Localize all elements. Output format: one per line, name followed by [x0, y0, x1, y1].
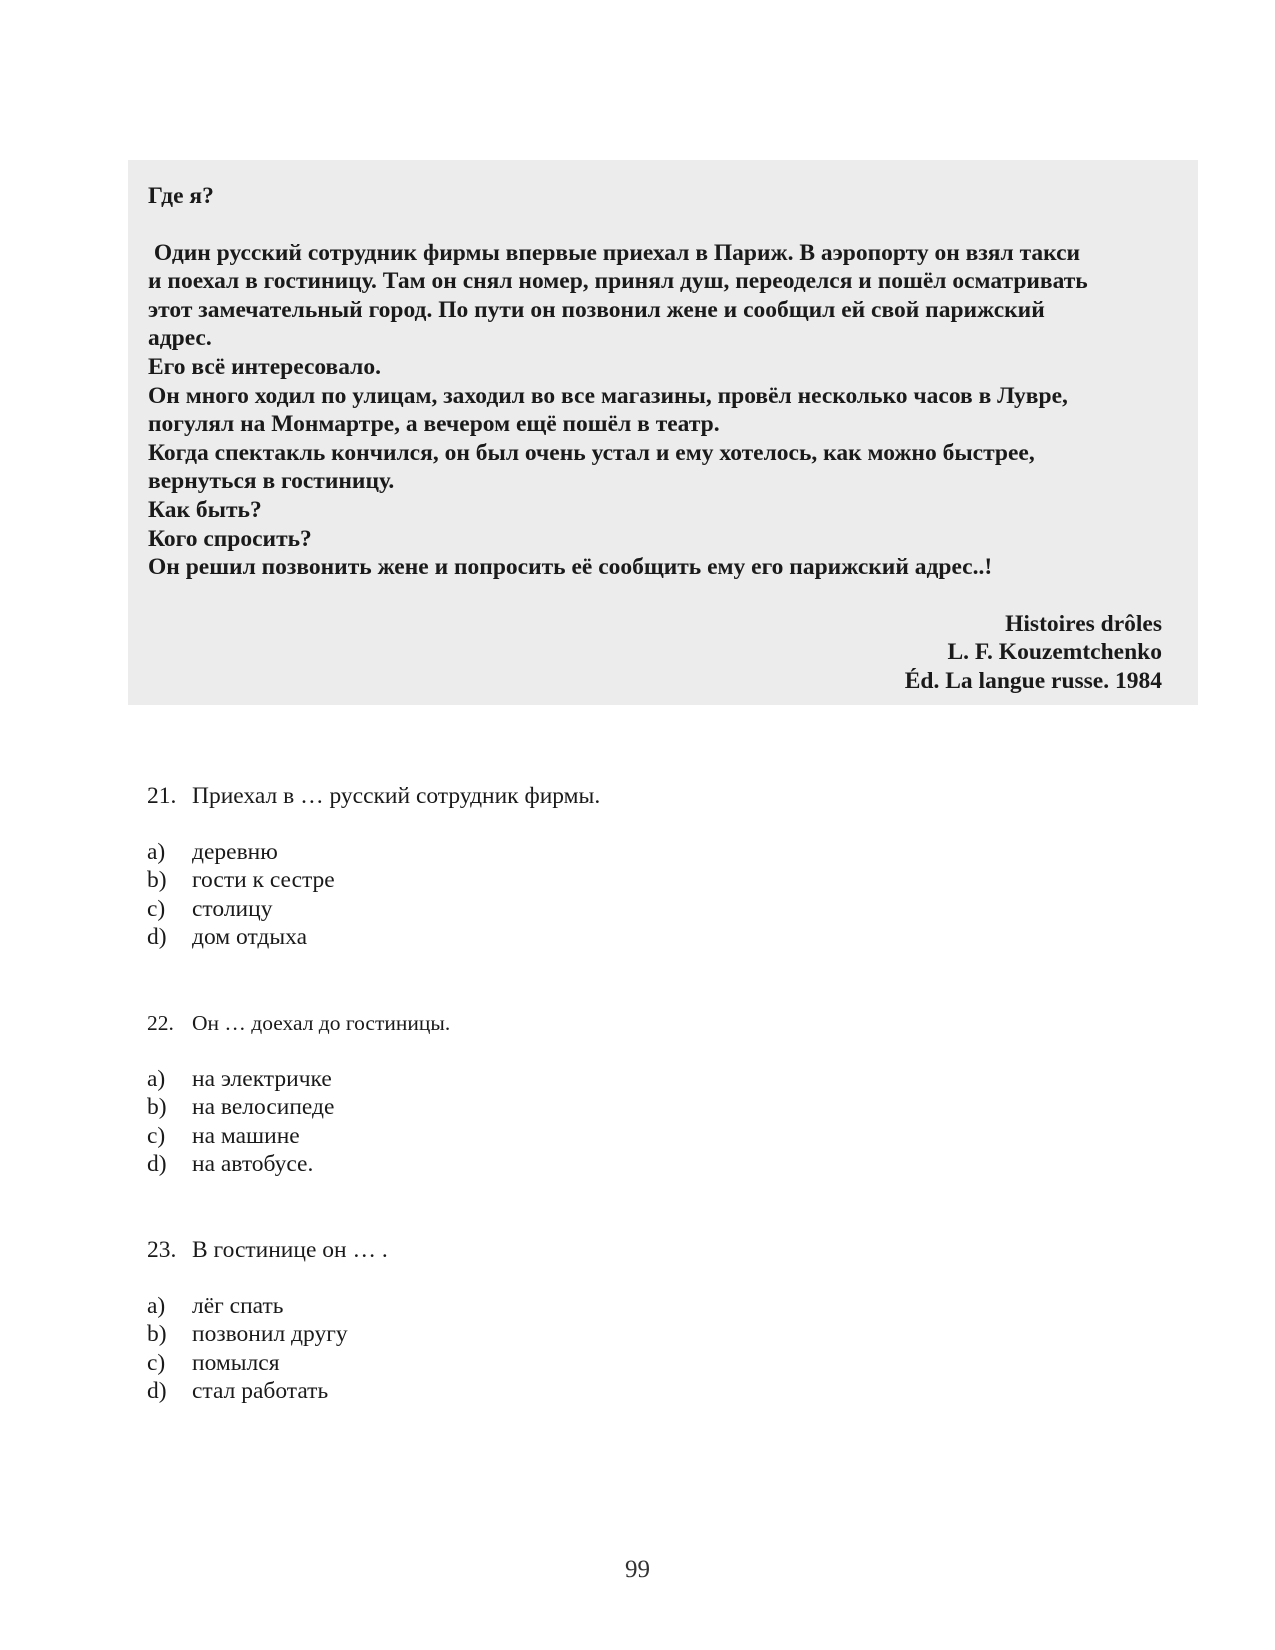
option-letter: b)	[147, 867, 167, 894]
option-letter: a)	[147, 838, 166, 865]
option-letter: c)	[147, 895, 166, 922]
question-text	[147, 1009, 1147, 1038]
story-line: вернуться в гостиницу.	[148, 468, 395, 495]
question-prompt: Он … доехал до гостиницы.	[192, 1010, 451, 1035]
option-text: позвонил другу	[192, 1321, 348, 1348]
question-number: 23.	[147, 1236, 177, 1263]
question-spacer	[147, 1179, 1147, 1236]
story-title: Где я?	[148, 183, 214, 209]
answer-option[interactable]	[147, 895, 1147, 924]
option-text: деревню	[192, 838, 278, 865]
answer-option[interactable]	[147, 1093, 1147, 1122]
story-box	[128, 160, 1198, 705]
option-text: на велосипеде	[192, 1094, 335, 1121]
story-line: погулял на Монмартре, а вечером ещё пошёл в театр.	[148, 411, 720, 438]
source-author: L. F. Kouzemtchenko	[947, 639, 1162, 666]
question-21	[147, 782, 1147, 952]
option-text: лёг спать	[192, 1292, 284, 1319]
option-text: помылся	[192, 1349, 280, 1376]
question-prompt: Приехал в … русский сотрудник фирмы.	[192, 783, 601, 809]
option-letter: c)	[147, 1122, 166, 1149]
story-line: Он много ходил по улицам, заходил во все магазины, провёл несколько часов в Лувре,	[148, 382, 1068, 409]
story-line: этот замечательный город. По пути он позвонил жене и сообщил ей свой парижский	[148, 296, 1045, 323]
source-book: Histoires drôles	[1005, 610, 1162, 637]
question-text	[147, 1236, 1147, 1265]
answer-option[interactable]	[147, 1292, 1147, 1321]
option-text: на электричке	[192, 1065, 332, 1092]
story-line: Один русский сотрудник фирмы впервые приехал в Париж. В аэропорту он взял такси	[148, 239, 1081, 266]
answer-option[interactable]	[147, 1377, 1147, 1406]
option-letter: d)	[147, 1378, 167, 1405]
answer-option[interactable]	[147, 1150, 1147, 1179]
question-23	[147, 1236, 1147, 1406]
option-text: столицу	[192, 895, 273, 922]
option-letter: a)	[147, 1065, 166, 1092]
question-text	[147, 782, 1147, 811]
option-text: на машине	[192, 1122, 300, 1149]
question-prompt: В гостинице он … .	[192, 1236, 388, 1263]
story-line: Когда спектакль кончился, он был очень устал и ему хотелось, как можно быстрее,	[148, 439, 1035, 466]
story-line: Его всё интересовало.	[148, 353, 381, 380]
story-line: адрес.	[148, 325, 212, 352]
question-22	[147, 1009, 1147, 1179]
option-letter: b)	[147, 1094, 167, 1121]
story-source	[148, 610, 1162, 696]
option-text: на автобусе.	[192, 1151, 314, 1178]
option-letter: a)	[147, 1292, 166, 1319]
option-letter: d)	[147, 924, 167, 951]
story-line: Он решил позвонить жене и попросить её сообщить ему его парижский адрес..!	[148, 554, 993, 581]
option-text: гости к сестре	[192, 867, 335, 894]
answer-option[interactable]	[147, 1320, 1147, 1349]
story-line: Как быть?	[148, 496, 262, 523]
option-text: дом отдыха	[192, 924, 308, 951]
questions-section	[147, 782, 1147, 1406]
option-text: стал работать	[192, 1378, 329, 1405]
option-letter: b)	[147, 1321, 167, 1348]
story-line: Кого спросить?	[148, 525, 312, 552]
option-letter: d)	[147, 1151, 167, 1178]
answer-option[interactable]	[147, 838, 1147, 867]
page-number: 99	[625, 1556, 650, 1583]
story-text	[148, 239, 1162, 582]
question-number: 22.	[147, 1010, 174, 1035]
answer-option[interactable]	[147, 1349, 1147, 1378]
answer-option[interactable]	[147, 1065, 1147, 1094]
answer-option[interactable]	[147, 1122, 1147, 1151]
question-number: 21.	[147, 783, 177, 809]
question-spacer	[147, 952, 1147, 1009]
source-edition: Éd. La langue russe. 1984	[904, 667, 1162, 694]
option-letter: c)	[147, 1349, 166, 1376]
answer-option[interactable]	[147, 923, 1147, 952]
answer-option[interactable]	[147, 866, 1147, 895]
story-line: и поехал в гостиницу. Там он снял номер, принял душ, переоделся и пошёл осматривать	[148, 268, 1088, 295]
